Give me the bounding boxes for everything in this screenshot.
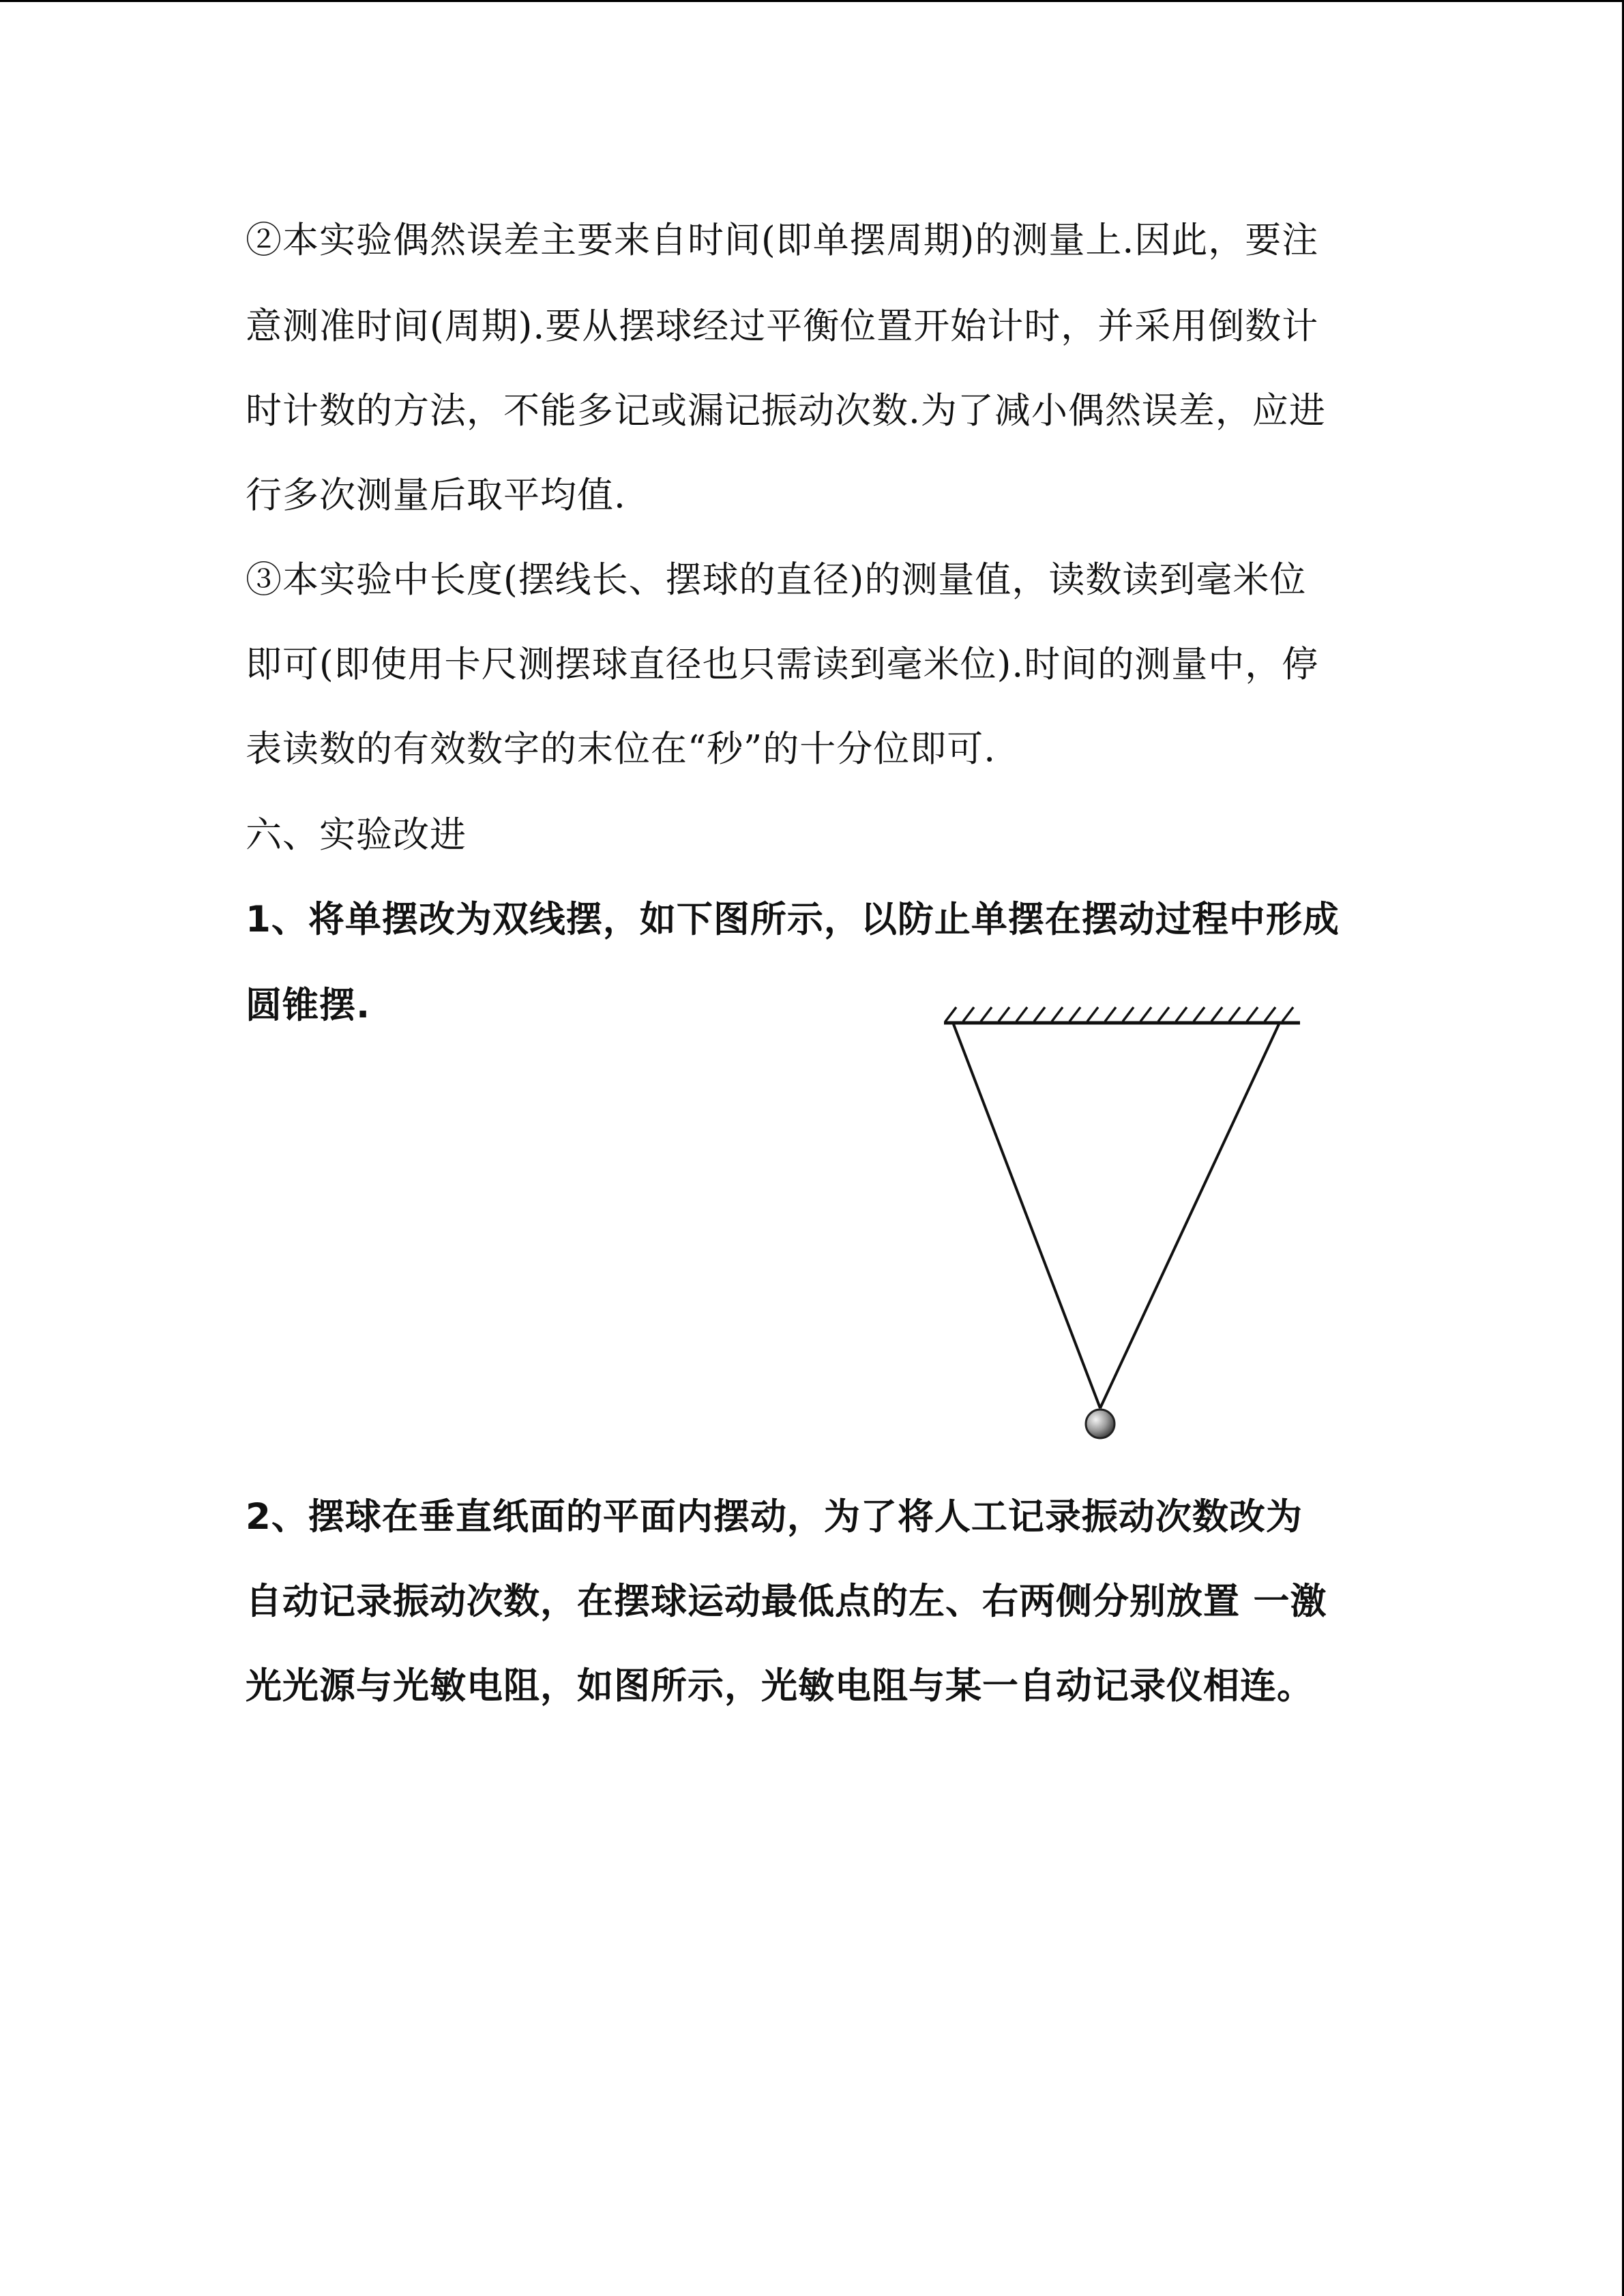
item2-line-2: 自动记录振动次数，在摆球运动最低点的左、右两侧分别放置 一激 xyxy=(246,1581,1327,1622)
item2-line-3: 光光源与光敏电阻，如图所示，光敏电阻与某一自动记录仪相连。 xyxy=(246,1665,1314,1707)
pendulum-ball xyxy=(1086,1410,1114,1438)
left-string xyxy=(954,1024,1100,1408)
top-border xyxy=(0,0,1624,2)
section-heading: 六、实验改进 xyxy=(246,814,467,856)
paragraph3-line-2: 即可(即使用卡尺测摆球直径也只需读到毫米位).时间的测量中，停 xyxy=(246,644,1319,685)
item2-line-1: 2、摆球在垂直纸面的平面内摆动，为了将人工记录振动次数改为 xyxy=(246,1496,1303,1538)
ceiling-hatching xyxy=(945,1007,1293,1022)
paragraph3-line-3: 表读数的有效数字的末位在“秒”的十分位即可. xyxy=(246,728,996,770)
item1-line-1: 1、将单摆改为双线摆，如下图所示，以防止单摆在摆动过程中形成 xyxy=(246,899,1340,940)
item1-line-2: 圆锥摆. xyxy=(246,985,371,1026)
paragraph3-line-1: ③本实验中长度(摆线长、摆球的直径)的测量值，读数读到毫米位 xyxy=(246,559,1307,601)
paragraph2-line-4: 行多次测量后取平均值. xyxy=(246,475,626,516)
right-string xyxy=(1100,1024,1279,1408)
paragraph2-line-2: 意测准时间(周期).要从摆球经过平衡位置开始计时，并采用倒数计 xyxy=(246,305,1319,347)
bifilar-pendulum-figure xyxy=(934,999,1316,1449)
paragraph2-line-3: 时计数的方法，不能多记或漏记振动次数.为了减小偶然误差，应进 xyxy=(246,390,1326,432)
paragraph2-line-1: ②本实验偶然误差主要来自时间(即单摆周期)的测量上.因此，要注 xyxy=(246,220,1319,261)
ceiling-support xyxy=(944,1007,1300,1023)
